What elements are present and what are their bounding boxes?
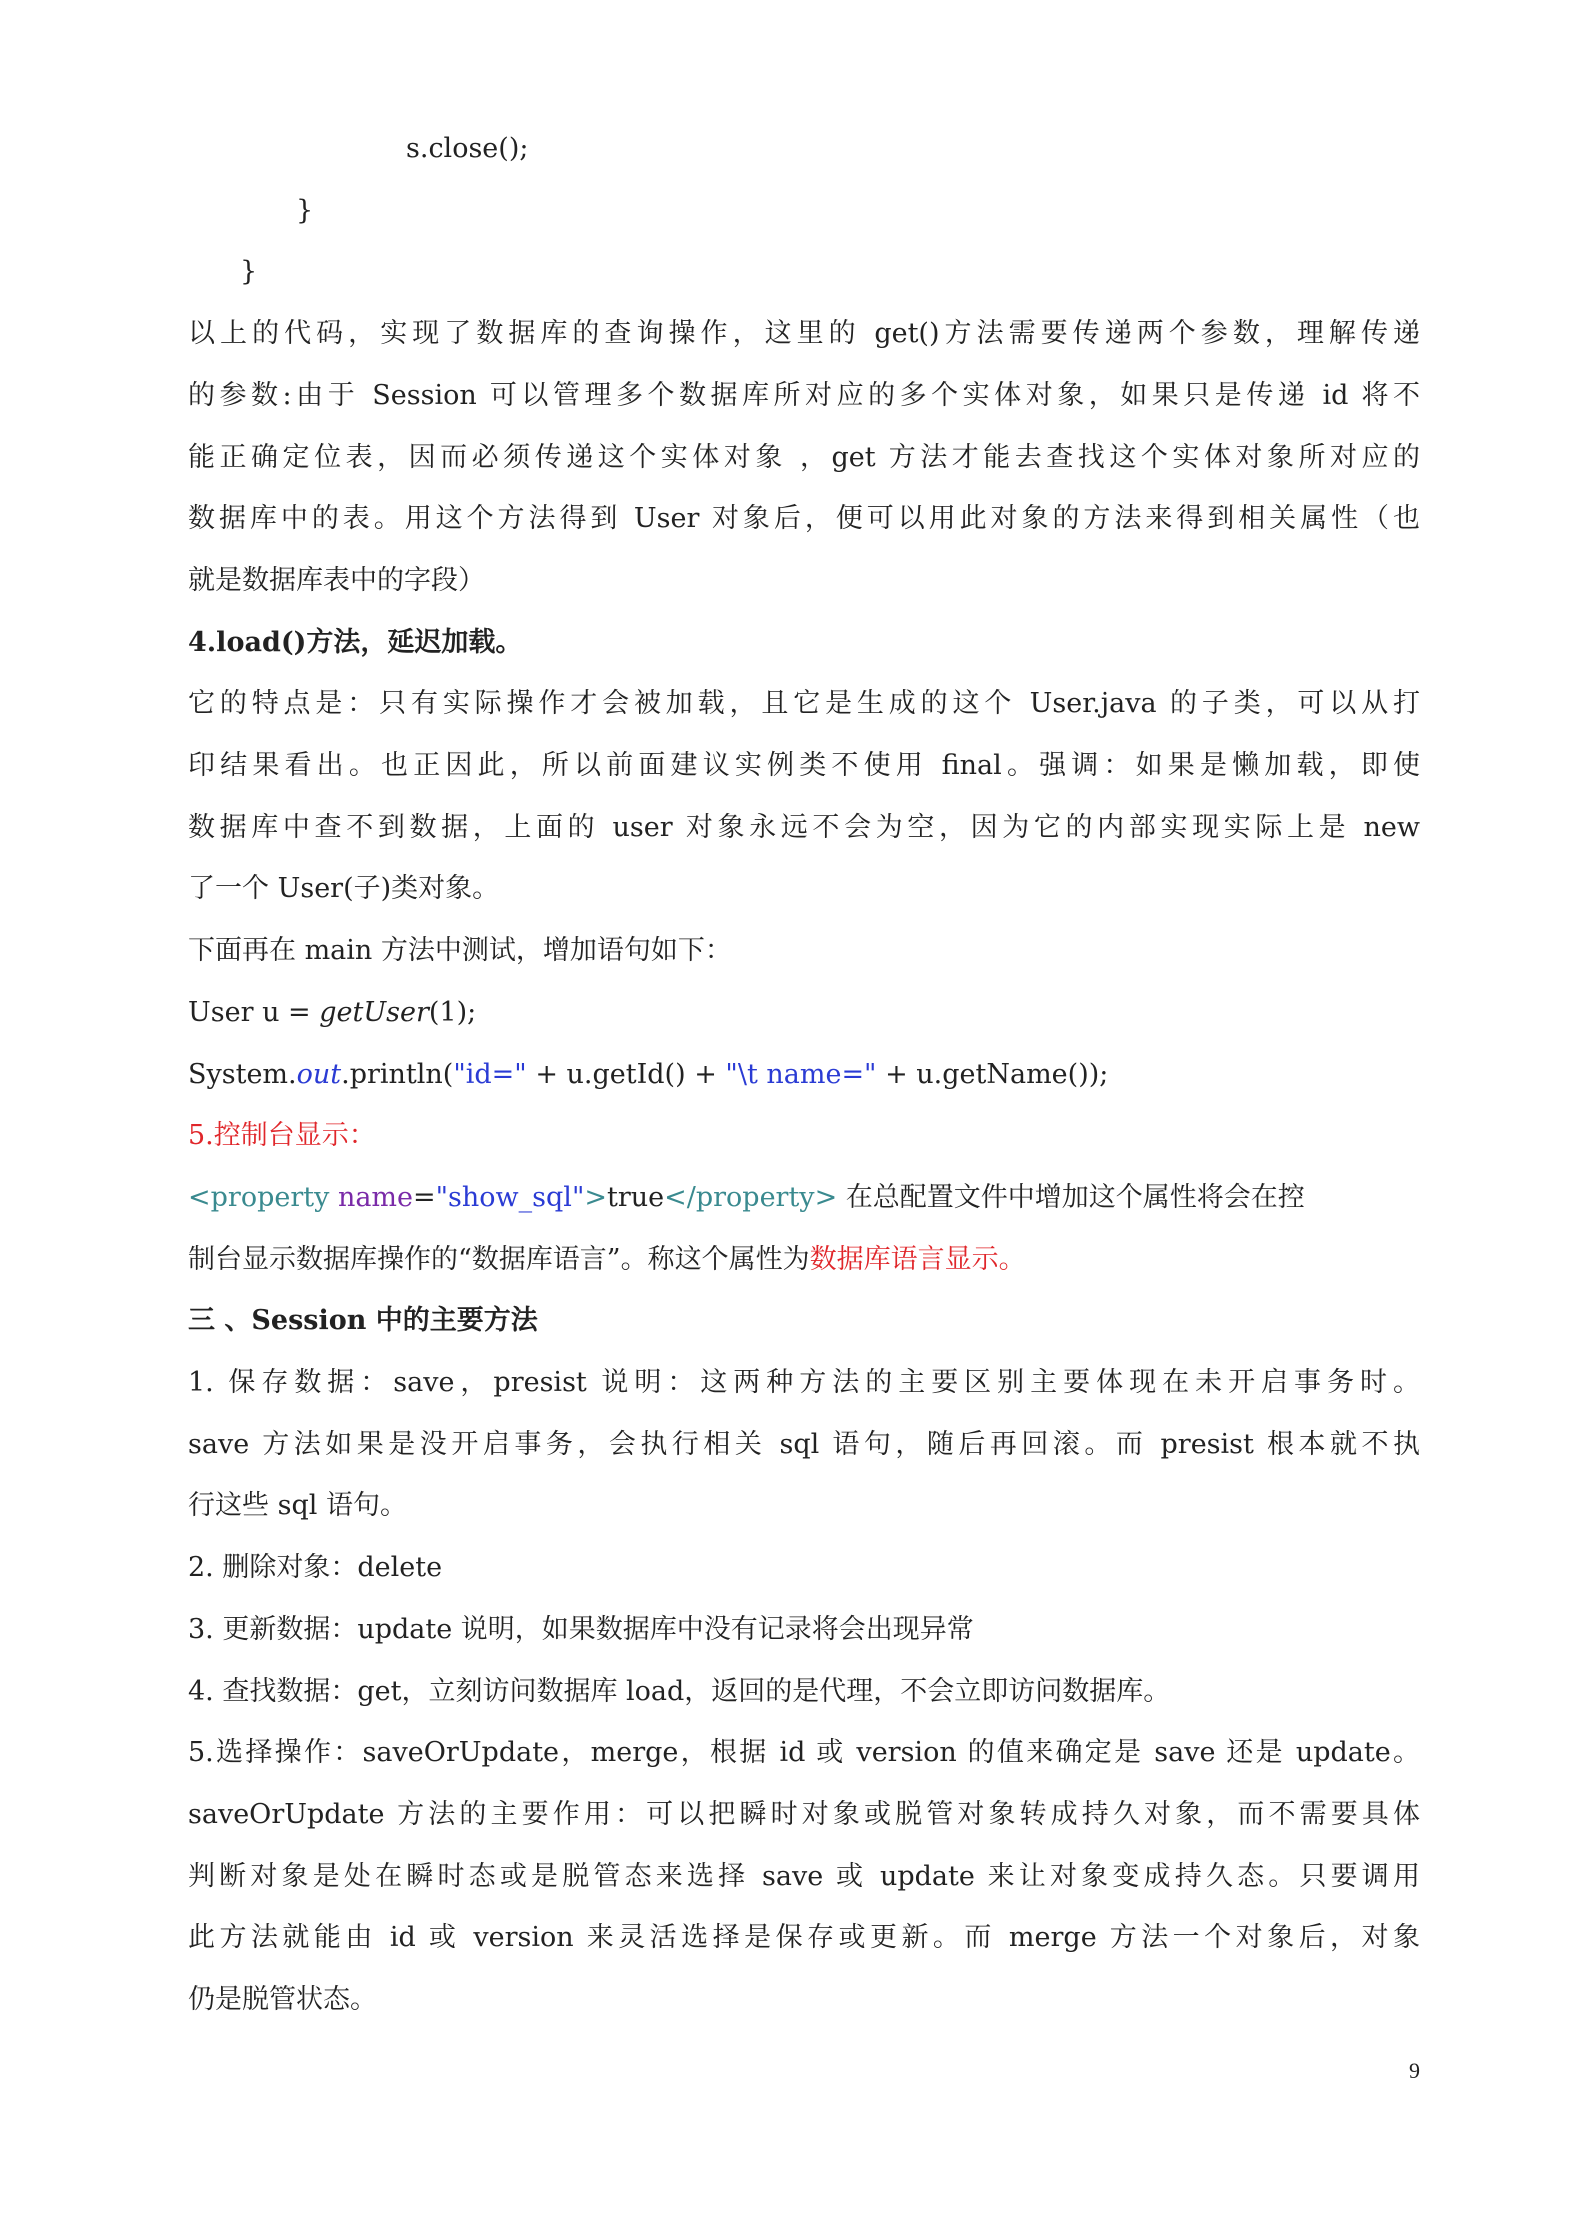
paragraph-text: 制台显示数据库操作的“数据库语言”。称这个属性为 (188, 1243, 810, 1275)
list-item: 行这些 sql 语句。 (188, 1490, 407, 1522)
xml-bracket: > (584, 1181, 607, 1213)
xml-eq: = (413, 1181, 436, 1213)
page-number: 9 (1409, 2058, 1420, 2083)
list-item: 4. 查找数据：get，立刻访问数据库 load，返回的是代理，不会立即访问数据库。 (188, 1675, 1171, 1707)
paragraph-line: 数据库中的表。用这个方法得到 User 对象后，便可以用此对象的方法来得到相关属性（也 (188, 503, 1420, 535)
paragraph-line: 了一个 User(子)类对象。 (188, 873, 500, 905)
section-heading: 三 、Session 中的主要方法 (188, 1305, 538, 1337)
list-item: 5.选择操作：saveOrUpdate，merge，根据 id 或 version 的值来确定是 save 还是 update。 (188, 1737, 1420, 1769)
code-token: + u.getId() + (526, 1058, 726, 1090)
page-content (188, 118, 1420, 2031)
heading-console-display: 5.控制台显示： (188, 1120, 376, 1152)
list-item: save 方法如果是没开启事务，会执行相关 sql 语句，随后再回滚。而 presist 根本就不执 (188, 1428, 1420, 1460)
list-item: 2. 删除对象：delete (188, 1552, 443, 1584)
code-token: + u.getName()); (876, 1058, 1109, 1090)
xml-tag-close: </property> (664, 1181, 838, 1213)
paragraph-line: 它的特点是：只有实际操作才会被加载，且它是生成的这个 User.java 的子类，可以从打 (188, 688, 1420, 720)
code-line-get-user (188, 982, 1420, 1044)
paragraph-line: 下面再在 main 方法中测试，增加语句如下： (188, 935, 732, 967)
xml-attr: name (337, 1181, 414, 1213)
code-token: .println( (341, 1058, 454, 1090)
paragraph-line: 以上的代码，实现了数据库的查询操作，这里的 get()方法需要传递两个参数，理解传递 (188, 318, 1420, 350)
paragraph-text: 在总配置文件中增加这个属性将会在控 (837, 1181, 1305, 1213)
list-item: saveOrUpdate 方法的主要作用：可以把瞬时对象或脱管对象转成持久对象，而不需要具体 (188, 1798, 1420, 1830)
paragraph-line: 数据库中查不到数据，上面的 user 对象永远不会为空，因为它的内部实现实际上是 new (188, 811, 1420, 843)
code-line: s.close(); (406, 133, 529, 164)
heading-load-method: 4.load()方法，延迟加载。 (188, 626, 523, 658)
highlight-text: 数据库语言显示。 (809, 1243, 1026, 1275)
code-token-field: out (296, 1058, 342, 1090)
code-token-method: getUser (319, 996, 429, 1028)
paragraph-line: 能正确定位表，因而必须传递这个实体对象 ，get 方法才能去查找这个实体对象所对应的 (188, 441, 1420, 473)
xml-tag-open: <property (188, 1181, 338, 1213)
paragraph-line: 就是数据库表中的字段） (188, 564, 485, 596)
code-token-string: "id=" (453, 1058, 527, 1090)
code-token: User u = (188, 996, 320, 1028)
list-item: 3. 更新数据：update 说明，如果数据库中没有记录将会出现异常 (188, 1613, 974, 1645)
code-token: (1); (428, 996, 477, 1028)
paragraph-line: 印结果看出。也正因此，所以前面建议实例类不使用 final。强调：如果是懒加载，即使 (188, 750, 1420, 782)
paragraph-line (188, 1229, 1420, 1291)
xml-attr-value: "show_sql" (435, 1181, 585, 1213)
code-token: System. (188, 1058, 297, 1090)
xml-property-line (188, 1167, 1420, 1229)
list-item: 1. 保存数据：save，presist 说明：这两种方法的主要区别主要体现在未开启事务时。 (188, 1367, 1420, 1399)
list-item: 判断对象是处在瞬时态或是脱管态来选择 save 或 update 来让对象变成持久态。只要调用 (188, 1860, 1420, 1892)
list-item: 此方法就能由 id 或 version 来灵活选择是保存或更新。而 merge 方法一个对象后，对象 (188, 1922, 1420, 1954)
code-line-println (188, 1044, 1420, 1106)
list-item: 仍是脱管状态。 (188, 1984, 377, 2016)
paragraph-line: 的参数:由于 Session 可以管理多个数据库所对应的多个实体对象，如果只是传递 id 将不 (188, 379, 1420, 411)
code-line: } (296, 194, 314, 226)
code-line: } (240, 256, 258, 288)
xml-text: true (607, 1181, 665, 1213)
code-token-string: "\t name=" (725, 1058, 877, 1090)
